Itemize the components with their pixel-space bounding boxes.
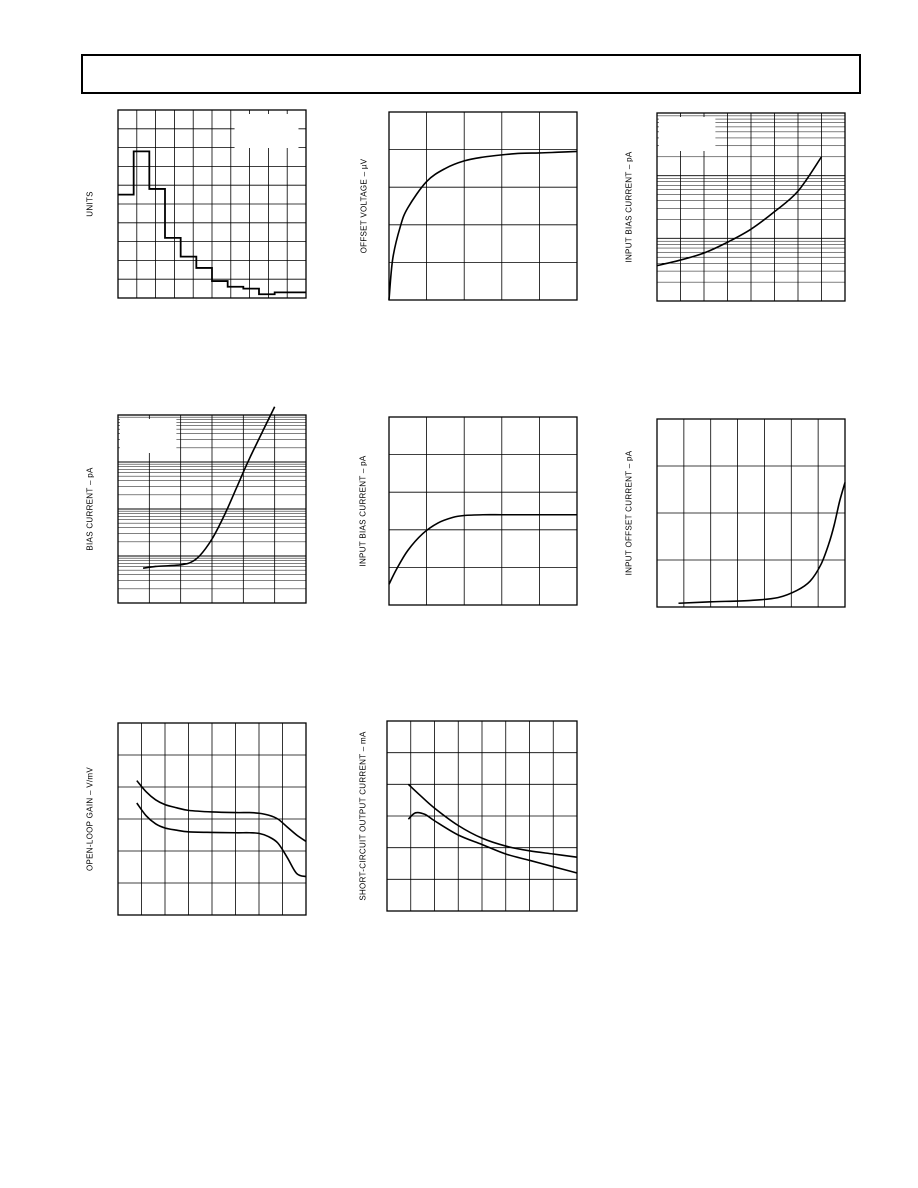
y-axis-label-input-offset-current: INPUT OFFSET CURRENT – pA: [624, 450, 634, 576]
plot-svg: [118, 415, 306, 603]
chart-short-circuit-current: [387, 721, 577, 911]
plot-svg: [389, 417, 577, 605]
header-box: [81, 54, 861, 94]
y-axis-label-input-bias-current-2: INPUT BIAS CURRENT – pA: [358, 455, 368, 567]
y-axis-label-short-circuit-current: SHORT-CIRCUIT OUTPUT CURRENT – mA: [358, 731, 368, 901]
y-axis-label-units: UNITS: [85, 191, 95, 217]
chart-offset-voltage: [389, 112, 577, 300]
series-line-1: [389, 515, 577, 585]
y-axis-label-bias-current: BIAS CURRENT – pA: [85, 467, 95, 551]
y-axis-label-offset-voltage: OFFSET VOLTAGE – µV: [359, 158, 369, 254]
chart-units-histogram: [118, 110, 306, 298]
chart-input-offset-current: [657, 419, 845, 607]
plot-svg: [387, 721, 577, 911]
plot-svg: [118, 723, 306, 915]
plot-svg: [389, 112, 577, 300]
plot-svg: [657, 419, 845, 607]
plot-frame: [389, 112, 577, 300]
chart-bias-current-log: [118, 415, 306, 603]
legend-box: [235, 114, 299, 148]
plot-frame: [389, 417, 577, 605]
chart-open-loop-gain: [118, 723, 306, 915]
chart-input-bias-current-linear: [389, 417, 577, 605]
series-line-2: [137, 803, 306, 877]
legend-box: [120, 419, 176, 453]
plot-svg: [118, 110, 306, 298]
plot-svg: [657, 113, 845, 301]
series-line-1: [678, 482, 845, 603]
chart-input-bias-current-log: [657, 113, 845, 301]
series-line-1: [389, 151, 577, 300]
y-axis-label-input-bias-current-1: INPUT BIAS CURRENT – pA: [624, 151, 634, 263]
legend-box: [659, 117, 715, 151]
y-axis-label-open-loop-gain: OPEN-LOOP GAIN – V/mV: [85, 767, 95, 871]
series-line-1: [657, 157, 822, 266]
